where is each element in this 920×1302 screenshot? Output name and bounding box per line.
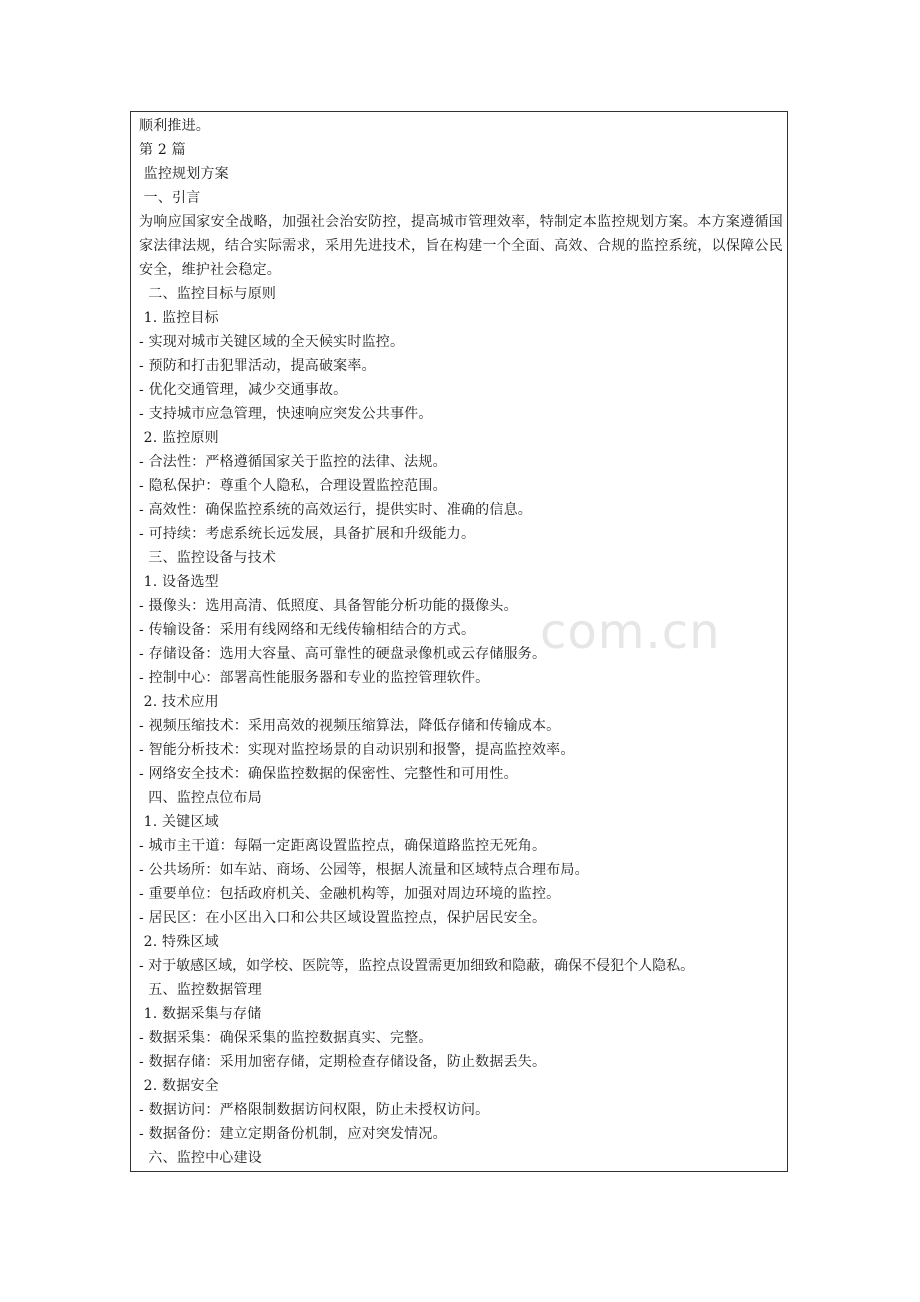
list-item: - 网络安全技术：确保监控数据的保密性、完整性和可用性。 [139,766,518,782]
list-item: - 支持城市应急管理，快速响应突发公共事件。 [139,406,433,422]
list-item: - 存储设备：选用大容量、高可靠性的硬盘录像机或云存储服务。 [139,646,547,662]
list-item: - 优化交通管理，减少交通事故。 [139,382,348,398]
list-item: - 合法性：严格遵循国家关于监控的法律、法规。 [139,454,447,470]
list-item: - 数据存储：采用加密存储，定期检查存储设备，防止数据丢失。 [139,1054,547,1070]
section-heading: 五、监控数据管理 [139,982,262,998]
list-item: - 预防和打击犯罪活动，提高破案率。 [139,358,376,374]
document-frame [130,111,788,1172]
list-item: - 居民区：在小区出入口和公共区域设置监控点，保护居民安全。 [139,910,547,926]
watermark: com.cn [540,604,721,660]
list-item: - 数据访问：严格限制数据访问权限，防止未授权访问。 [139,1102,490,1118]
subsection-heading: 2. 技术应用 [139,694,219,710]
list-item: - 重要单位：包括政府机关、金融机构等，加强对周边环境的监控。 [139,886,561,902]
list-item: - 公共场所：如车站、商场、公园等，根据人流量和区域特点合理布局。 [139,862,589,878]
list-item: - 控制中心：部署高性能服务器和专业的监控管理软件。 [139,670,490,686]
list-item: - 实现对城市关键区域的全天候实时监控。 [139,334,405,350]
document-body [139,114,783,1170]
text-line: 顺利推进。 [139,118,210,134]
list-item: - 数据采集：确保采集的监控数据真实、完整。 [139,1030,433,1046]
list-item: - 视频压缩技术：采用高效的视频压缩算法，降低存储和传输成本。 [139,718,561,734]
section-heading: 六、监控中心建设 [139,1150,262,1166]
subsection-heading: 2. 数据安全 [139,1078,219,1094]
list-item: - 摄像头：选用高清、低照度、具备智能分析功能的摄像头。 [139,598,518,614]
chapter-heading: 第 2 篇 [139,142,186,158]
subsection-heading: 1. 设备选型 [139,574,219,590]
intro-paragraph: 为响应国家安全战略，加强社会治安防控，提高城市管理效率，特制定本监控规划方案。本方案遵循国家法律法规，结合实际需求，采用先进技术，旨在构建一个全面、高效、合规的监控系统，以保障公民安全，维护社会稳定。 [139,214,783,278]
section-heading: 一、引言 [139,190,201,206]
doc-title: 监控规划方案 [139,166,229,182]
list-item: - 可持续：考虑系统长远发展，具备扩展和升级能力。 [139,526,476,542]
subsection-heading: 1. 关键区域 [139,814,219,830]
section-heading: 四、监控点位布局 [139,790,262,806]
section-heading: 三、监控设备与技术 [139,550,277,566]
subsection-heading: 1. 监控目标 [139,310,219,326]
subsection-heading: 2. 特殊区域 [139,934,219,950]
list-item: - 数据备份：建立定期备份机制，应对突发情况。 [139,1126,447,1142]
subsection-heading: 1. 数据采集与存储 [139,1006,262,1022]
list-item: - 城市主干道：每隔一定距离设置监控点，确保道路监控无死角。 [139,838,547,854]
list-item: - 对于敏感区域，如学校、医院等，监控点设置需更加细致和隐蔽，确保不侵犯个人隐私。 [139,958,695,974]
list-item: - 高效性：确保监控系统的高效运行，提供实时、准确的信息。 [139,502,532,518]
section-heading: 二、监控目标与原则 [139,286,277,302]
list-item: - 智能分析技术：实现对监控场景的自动识别和报警，提高监控效率。 [139,742,575,758]
list-item: - 传输设备：采用有线网络和无线传输相结合的方式。 [139,622,476,638]
list-item: - 隐私保护：尊重个人隐私，合理设置监控范围。 [139,478,447,494]
subsection-heading: 2. 监控原则 [139,430,219,446]
